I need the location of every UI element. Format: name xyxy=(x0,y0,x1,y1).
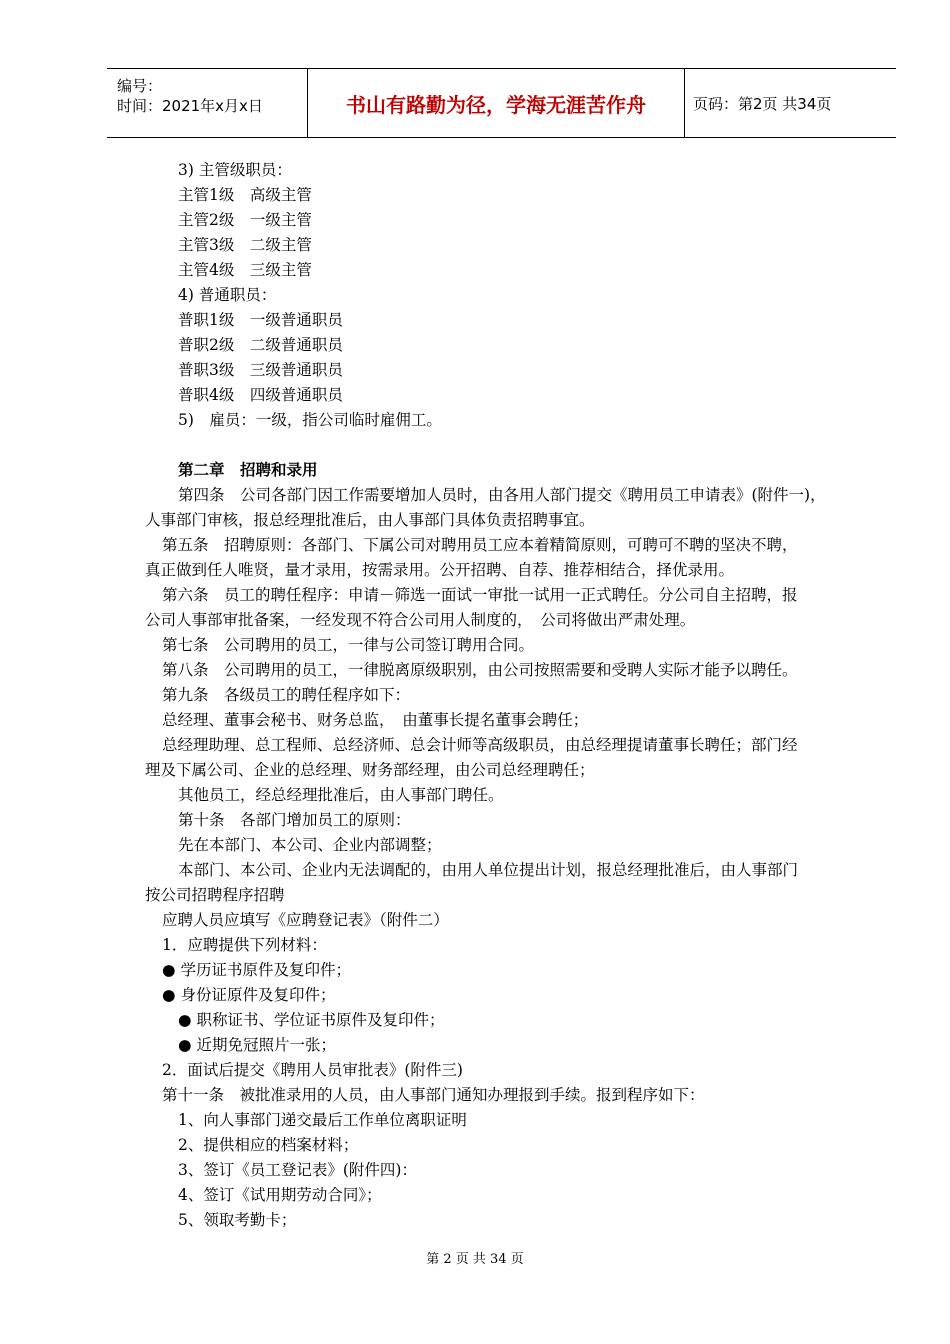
text-line: 人事部门审核，报总经理批准后，由人事部门具体负责招聘事宜。 xyxy=(145,511,595,529)
list-item: 5、领取考勤卡； xyxy=(178,1211,297,1229)
text-line: 第七条 公司聘用的员工，一律与公司签订聘用合同。 xyxy=(162,636,535,654)
text-line: 普职1级 一级普通职员 xyxy=(178,311,343,329)
list-item: ● 近期免冠照片一张； xyxy=(178,1036,336,1054)
page-footer: 第 2 页 共 34 页 xyxy=(426,1252,524,1267)
text-line: 理及下属公司、企业的总经理、财务部经理，由公司总经理聘任； xyxy=(145,761,595,779)
text-line: 普职4级 四级普通职员 xyxy=(178,386,343,404)
text-line: 第十条 各部门增加员工的原则： xyxy=(178,811,411,829)
list-item: 2、提供相应的档案材料； xyxy=(178,1136,359,1154)
text-line: 第十一条 被批准录用的人员，由人事部门通知办理报到手续。报到程序如下： xyxy=(162,1086,705,1104)
text-line: 第八条 公司聘用的员工，一律脱离原级职别，由公司按照需要和受聘人实际才能予以聘任。 xyxy=(162,661,798,679)
header-page-info: 页码：第2页 共34页 xyxy=(693,94,832,113)
list-item: 1、向人事部门递交最后工作单位离职证明 xyxy=(178,1111,467,1129)
text-line: 按公司招聘程序招聘 xyxy=(145,886,285,904)
text-line: 主管4级 三级主管 xyxy=(178,261,312,279)
chapter-heading: 第二章 招聘和录用 xyxy=(178,460,318,479)
text-line: 本部门、本公司、企业内无法调配的，由用人单位提出计划，报总经理批准后，由人事部门 xyxy=(178,861,799,879)
text-line: 第六条 员工的聘任程序：申请－筛选一面试一审批一试用一正式聘任。分公司自主招聘，报 xyxy=(162,586,798,604)
list-item: 2．面试后提交《聘用人员审批表》(附件三) xyxy=(162,1061,463,1079)
text-line: 4) 普通职员： xyxy=(178,286,277,304)
text-line: 总经理助理、总工程师、总经济师、总会计师等高级职员，由总经理提请董事长聘任；部门经 xyxy=(162,736,798,754)
list-item: 4、签订《试用期劳动合同》； xyxy=(178,1186,382,1204)
list-item: 1．应聘提供下列材料： xyxy=(162,936,327,954)
text-line: 真正做到任人唯贤，量才录用，按需录用。公开招聘、自荐、推荐相结合，择优录用。 xyxy=(145,561,735,579)
text-line: 应聘人员应填写《应聘登记表》（附件二） xyxy=(162,911,449,929)
text-line: 主管1级 高级主管 xyxy=(178,186,312,204)
text-line: 第五条 招聘原则：各部门、下属公司对聘用员工应本着精简原则，可聘可不聘的坚决不聘， xyxy=(162,536,798,554)
text-line: 第九条 各级员工的聘任程序如下： xyxy=(162,686,411,704)
code-label: 编号： xyxy=(117,77,163,95)
text-line: 普职3级 三级普通职员 xyxy=(178,361,343,379)
header-meta xyxy=(107,69,308,137)
text-line: 3) 主管级职员： xyxy=(178,161,292,179)
text-line: 5) 雇员：一级，指公司临时雇佣工。 xyxy=(178,411,442,429)
list-item: ● 职称证书、学位证书原件及复印件； xyxy=(178,1011,445,1029)
list-item: 3、签订《员工登记表》(附件四)： xyxy=(178,1161,417,1179)
time-label: 时间：2021年x月x日 xyxy=(117,97,263,115)
header-motto: 书山有路勤为径，学海无涯苦作舟 xyxy=(308,69,685,137)
text-line: 先在本部门、本公司、企业内部调整； xyxy=(178,836,442,854)
text-line: 主管2级 一级主管 xyxy=(178,211,312,229)
text-line: 普职2级 二级普通职员 xyxy=(178,336,343,354)
text-line: 总经理、董事会秘书、财务总监， 由董事长提名董事会聘任； xyxy=(162,711,589,729)
text-line: 第四条 公司各部门因工作需要增加人员时，由各用人部门提交《聘用员工申请表》(附件一)， xyxy=(178,486,826,504)
page-header xyxy=(107,68,896,138)
text-line: 其他员工，经总经理批准后，由人事部门聘任。 xyxy=(178,786,504,804)
text-line: 主管3级 二级主管 xyxy=(178,236,312,254)
list-item: ● 学历证书原件及复印件； xyxy=(162,961,351,979)
text-line: 公司人事部审批备案，一经发现不符合公司用人制度的， 公司将做出严肃处理。 xyxy=(145,611,696,629)
list-item: ● 身份证原件及复印件； xyxy=(162,986,336,1004)
